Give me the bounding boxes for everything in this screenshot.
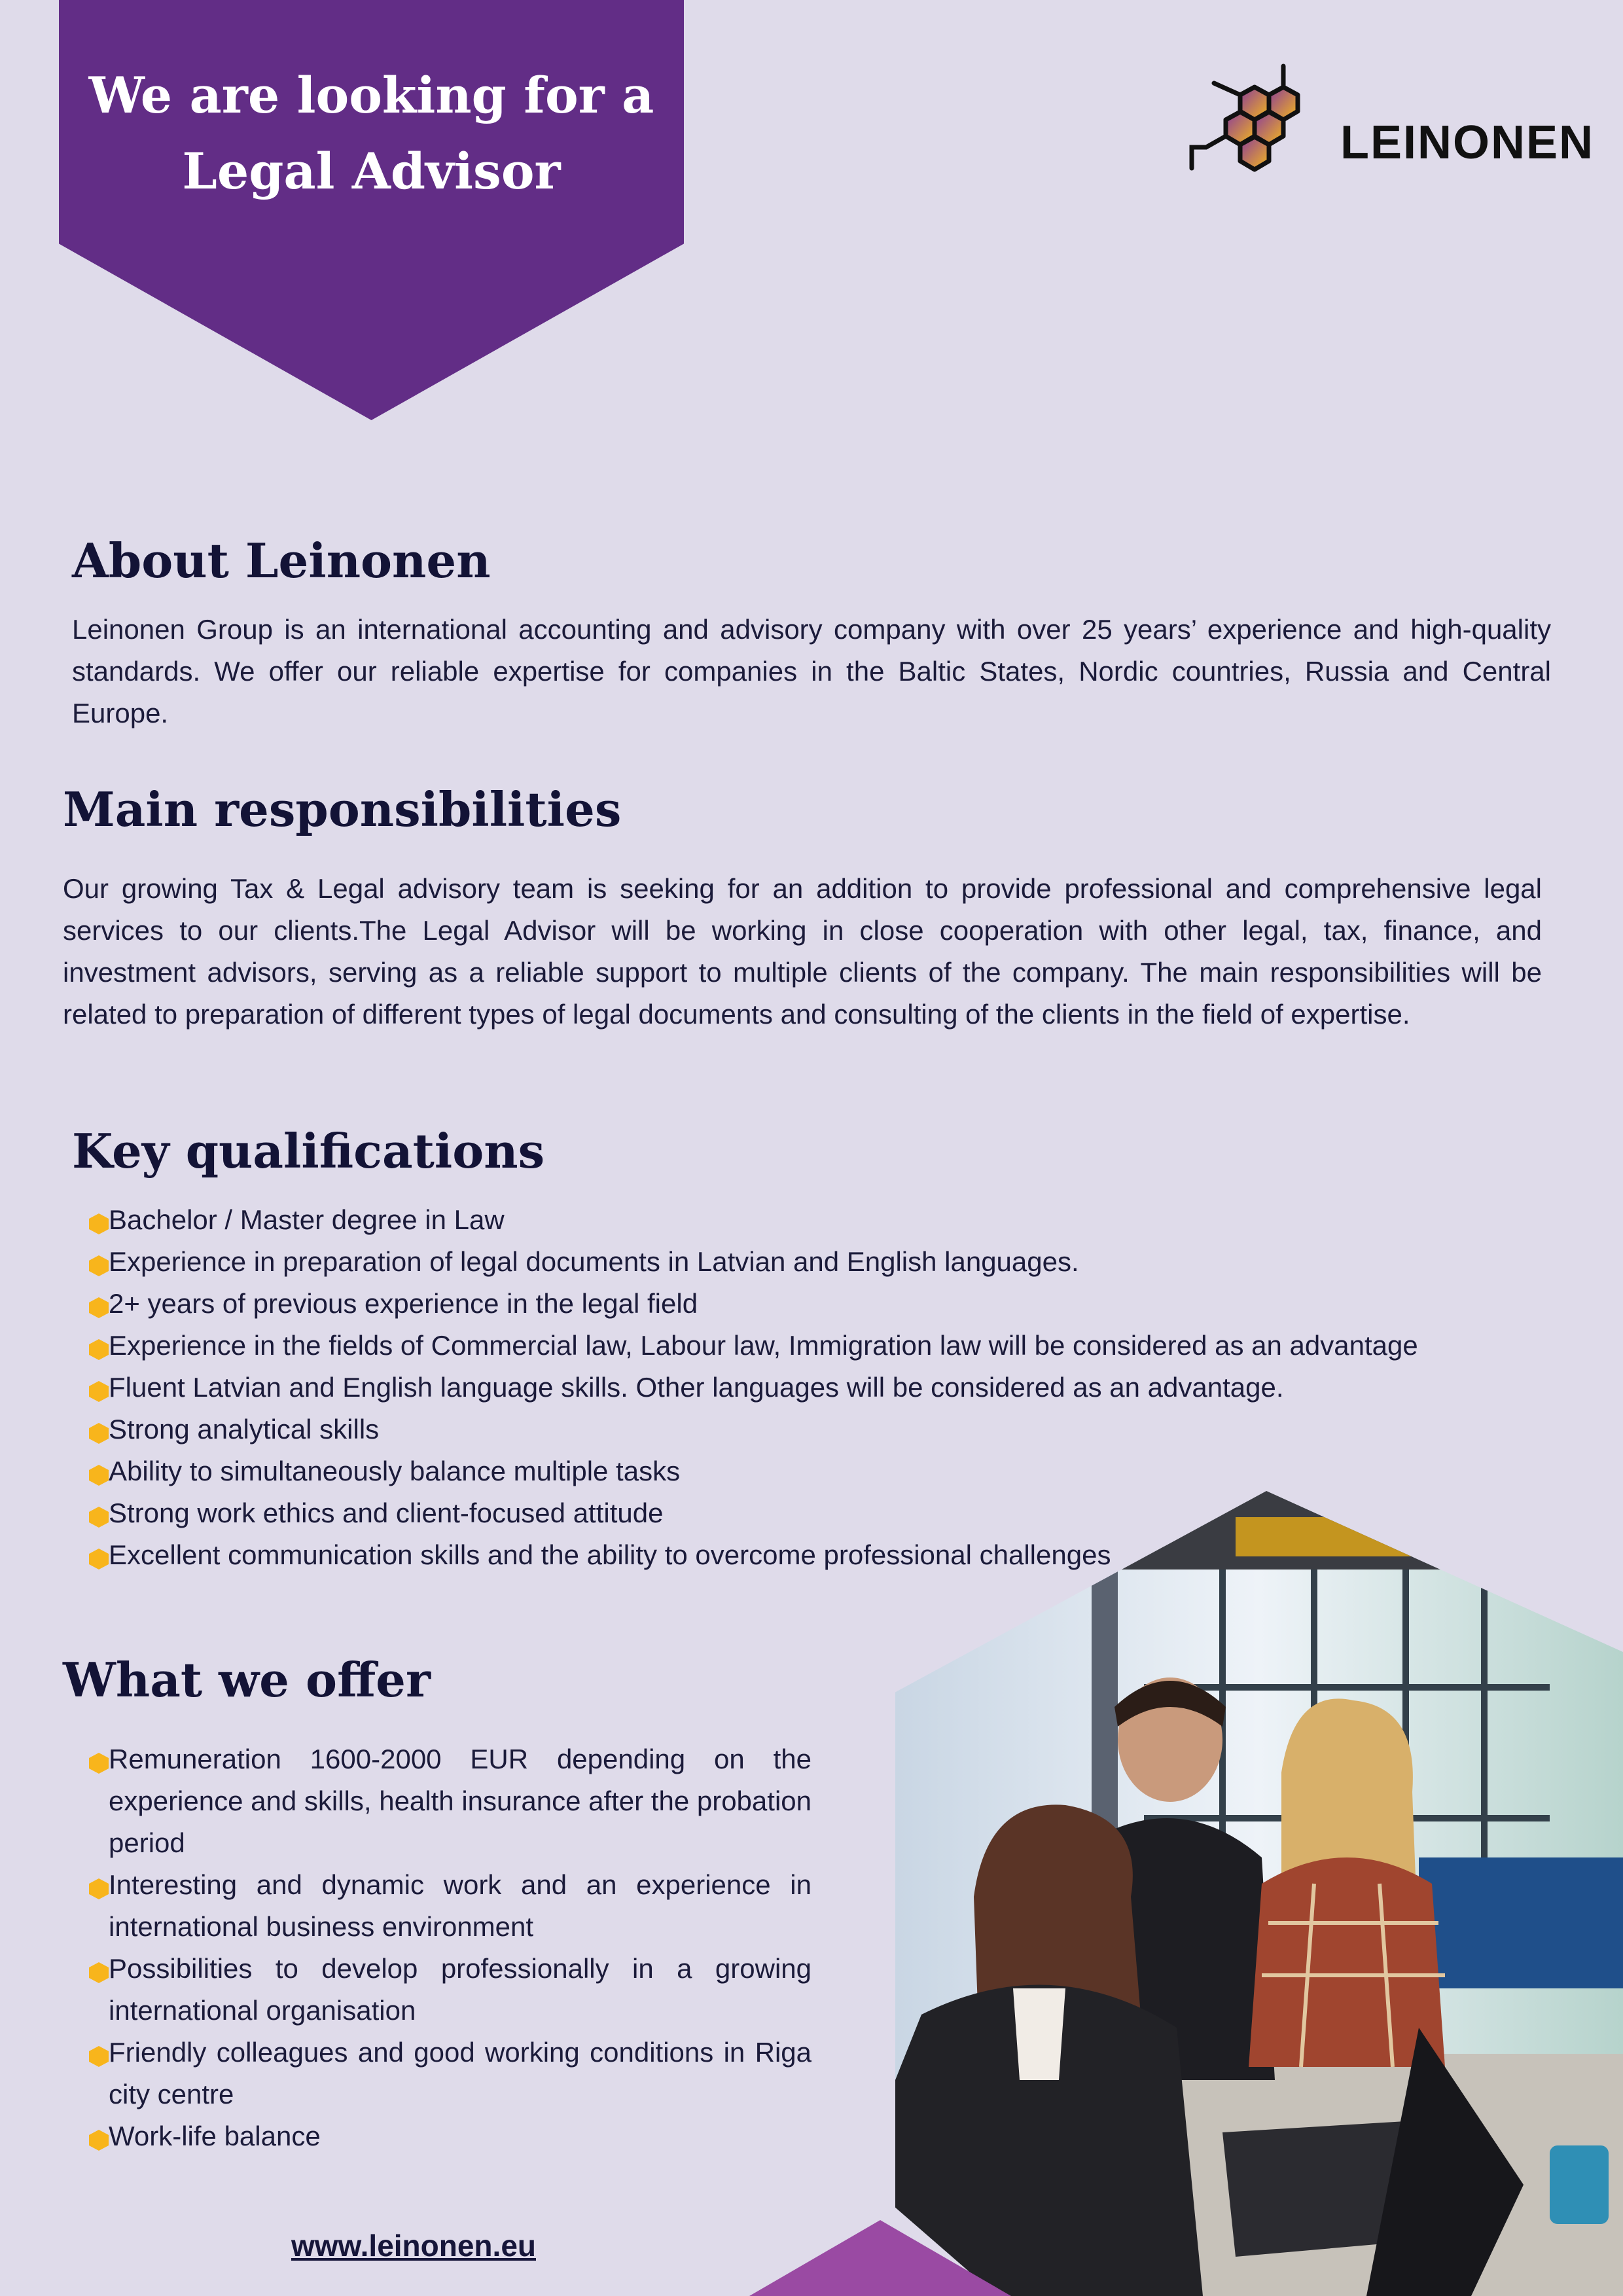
- hexagon-bullet-icon: [89, 1297, 109, 1318]
- hexagon-bullet-icon: [89, 2130, 109, 2151]
- list-item: Interesting and dynamic work and an experience in international business environment: [72, 1864, 812, 1948]
- list-item: Friendly colleagues and good working conditions in Riga city centre: [72, 2032, 812, 2115]
- hexagon-bullet-icon: [89, 1423, 109, 1444]
- list-item: Strong analytical skills: [72, 1408, 1558, 1450]
- hexagon-bullet-icon: [89, 1753, 109, 1774]
- about-text: Leinonen Group is an international accounting and advisory company with over 25 years’ experience and high-quality standards. We offer our reliable expertise for companies in the Baltic States, Nordic countries, Russia and Central Europe.: [72, 614, 1551, 728]
- hexagon-bullet-icon: [89, 1962, 109, 1983]
- list-item: Remuneration 1600-2000 EUR depending on the experience and skills, health insurance after the probation period: [72, 1738, 812, 1864]
- hexagon-bullet-icon: [89, 1255, 109, 1276]
- list-item: Fluent Latvian and English language skills. Other languages will be considered as an advantage.: [72, 1367, 1558, 1408]
- list-item: Ability to simultaneously balance multiple tasks: [72, 1450, 1558, 1492]
- job-title-line1: We are looking for a: [88, 66, 654, 124]
- about-heading: About Leinonen: [72, 533, 491, 588]
- hexagon-bullet-icon: [89, 1213, 109, 1234]
- qualifications-heading: Key qualifications: [72, 1123, 545, 1179]
- office-team-photo: [895, 1491, 1623, 2296]
- hexagon-bullet-icon: [89, 1878, 109, 1899]
- hexagon-bullet-icon: [89, 1507, 109, 1528]
- list-item: Experience in the fields of Commercial law, Labour law, Immigration law will be considered as an advantage: [72, 1325, 1558, 1367]
- list-item: Strong work ethics and client-focused attitude: [72, 1492, 1558, 1534]
- qualifications-list: [72, 1199, 1558, 1576]
- hexagon-bullet-icon: [89, 1465, 109, 1486]
- job-title: [59, 58, 684, 209]
- hexagon-bullet-icon: [89, 2046, 109, 2067]
- list-item: 2+ years of previous experience in the legal field: [72, 1283, 1558, 1325]
- logo-wordmark: LEINONEN: [1340, 117, 1595, 169]
- list-item: Experience in preparation of legal documents in Latvian and English languages.: [72, 1241, 1558, 1283]
- job-title-line2: Legal Advisor: [182, 142, 561, 200]
- list-item: Work-life balance: [72, 2115, 812, 2157]
- offer-heading: What we offer: [63, 1652, 431, 1708]
- offer-list: [72, 1738, 812, 2157]
- responsibilities-heading: Main responsibilities: [63, 781, 622, 837]
- hexagon-bullet-icon: [89, 1339, 109, 1360]
- hexagon-bullet-icon: [89, 1381, 109, 1402]
- list-item: Bachelor / Master degree in Law: [72, 1199, 1558, 1241]
- hexagon-bullet-icon: [89, 1549, 109, 1570]
- list-item: Possibilities to develop professionally in a growing international organisation: [72, 1948, 812, 2032]
- list-item: Excellent communication skills and the ability to overcome professional challenges: [72, 1534, 1123, 1576]
- office-scene-illustration: [895, 1491, 1623, 2296]
- responsibilities-text: Our growing Tax & Legal advisory team is seeking for an addition to provide professional and comprehensive legal services to our clients.The Legal Advisor will be working in close cooperation with other legal, tax, finance, and investment advisors, serving as a reliable support to multiple clients of the company. The main responsibilities will be related to preparation of different types of legal documents and consulting of the clients in the field of expertise.: [63, 873, 1542, 1030]
- website-link[interactable]: www.leinonen.eu: [291, 2229, 536, 2263]
